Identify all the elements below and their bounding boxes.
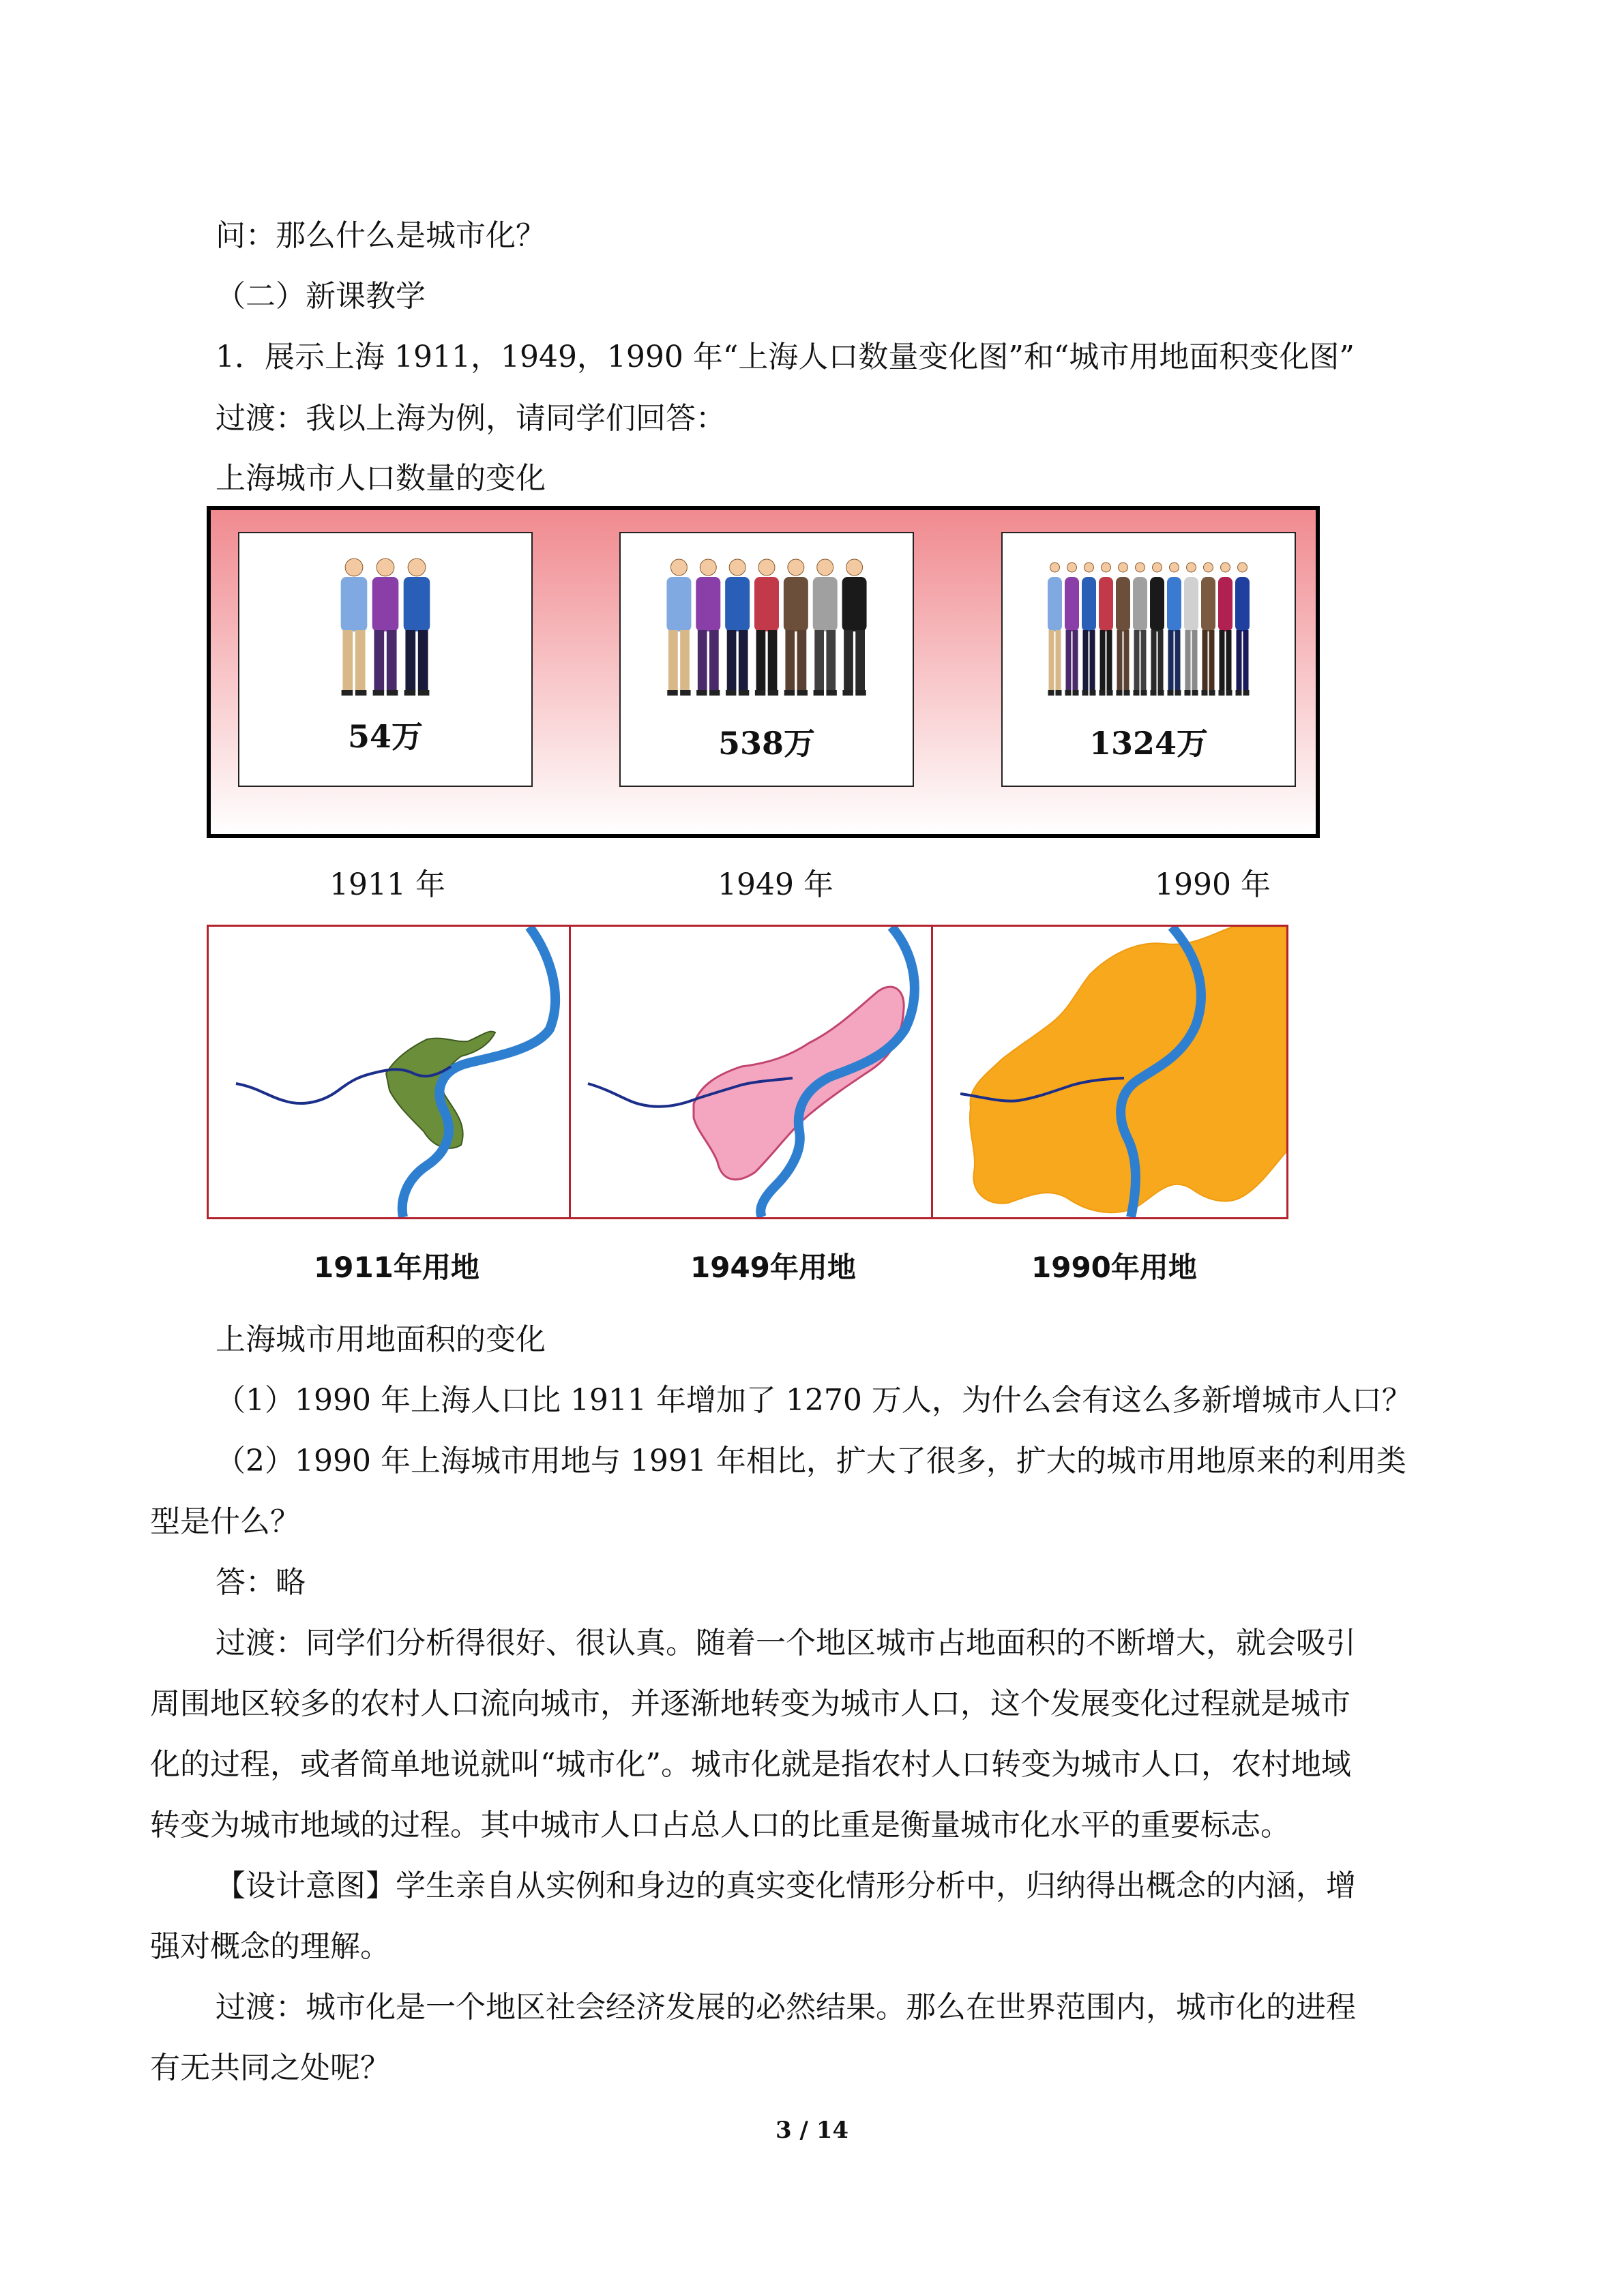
person-figure: [813, 559, 838, 696]
item-1: 1．展示上海 1911，1949，1990 年“上海人口数量变化图”和“城市用地面积变化图”: [216, 340, 1355, 374]
person-figure: [1201, 563, 1215, 696]
person-figure: [341, 558, 368, 696]
transition-2-line4: 转变为城市地域的过程。其中城市人口占总人口的比重是衡量城市化水平的重要标志。: [150, 1808, 1290, 1843]
person-figure: [1048, 563, 1062, 696]
person-figure: [1184, 563, 1198, 696]
population-figure-title: 上海城市人口数量的变化: [216, 461, 546, 496]
population-box-1949: [619, 532, 914, 787]
year-label: 1990 年: [1155, 867, 1271, 902]
map-caption: 1990年用地: [1031, 1251, 1197, 1284]
design-intent: 【设计意图】学生亲自从实例和身边的真实变化情形分析中，归纳得出概念的内涵，增: [216, 1868, 1356, 1903]
population-value: 1324万: [1089, 725, 1209, 762]
urban-area: [970, 927, 1286, 1212]
population-box-1990: [1001, 532, 1296, 787]
person-figure: [1116, 563, 1130, 696]
question-what-is-urbanization: 问：那么什么是城市化？: [216, 218, 546, 253]
answer: 答：略: [216, 1565, 306, 1600]
section-heading: （二）新课教学: [216, 279, 426, 314]
transition-3-line2: 有无共同之处呢？: [150, 2051, 390, 2085]
transition-2-line3: 化的过程，或者简单地说就叫“城市化”。城市化就是指农村人口转变为城市人口，农村地域: [150, 1747, 1351, 1782]
question-2-cont: 型是什么？: [150, 1504, 300, 1539]
person-figure: [1150, 563, 1164, 696]
map-caption: 1911年用地: [314, 1251, 479, 1284]
land-figure-title: 上海城市用地面积的变化: [216, 1322, 546, 1357]
map-1990: [931, 925, 1288, 1219]
land-use-map: [209, 927, 569, 1217]
map-1949: [569, 925, 933, 1219]
population-value: 54万: [347, 718, 423, 755]
question-1: （1）1990 年上海人口比 1911 年增加了 1270 万人，为什么会有这么多新增城市人口？: [216, 1383, 1412, 1418]
person-figure: [1235, 563, 1250, 696]
population-figure: [207, 506, 1320, 838]
person-figure: [842, 559, 867, 696]
person-figure: [1099, 563, 1113, 696]
transition-1: 过渡：我以上海为例，请同学们回答：: [216, 401, 726, 436]
land-use-map: [933, 927, 1286, 1217]
map-1911: [207, 925, 571, 1219]
question-2: （2）1990 年上海城市用地与 1991 年相比，扩大了很多，扩大的城市用地原来的利用类: [216, 1444, 1406, 1478]
person-figure: [784, 559, 808, 696]
person-figure: [404, 558, 430, 696]
person-figure: [1167, 563, 1181, 696]
person-figure: [1218, 563, 1232, 696]
population-box-1911: [238, 532, 533, 787]
transition-2-line2: 周围地区较多的农村人口流向城市，并逐渐地转变为城市人口，这个发展变化过程就是城市: [150, 1686, 1350, 1721]
population-value: 538万: [718, 725, 816, 762]
transition-2: 过渡：同学们分析得很好、很认真。随着一个地区城市占地面积的不断增大，就会吸引: [216, 1626, 1356, 1660]
land-use-map: [571, 927, 931, 1217]
person-figure: [696, 559, 720, 696]
land-use-maps: [207, 925, 1288, 1219]
person-figure: [372, 558, 399, 696]
person-figure: [666, 559, 691, 696]
person-figure: [754, 559, 779, 696]
transition-3: 过渡：城市化是一个地区社会经济发展的必然结果。那么在世界范围内，城市化的进程: [216, 1990, 1356, 2025]
design-intent-line2: 强对概念的理解。: [150, 1929, 390, 1964]
person-figure: [1082, 563, 1096, 696]
map-caption: 1949年用地: [690, 1251, 856, 1284]
person-figure: [1065, 563, 1079, 696]
year-label: 1911 年: [329, 867, 445, 902]
year-label: 1949 年: [718, 867, 833, 902]
page-number: 3 / 14: [775, 2117, 849, 2144]
person-figure: [1133, 563, 1147, 696]
person-figure: [725, 559, 750, 696]
